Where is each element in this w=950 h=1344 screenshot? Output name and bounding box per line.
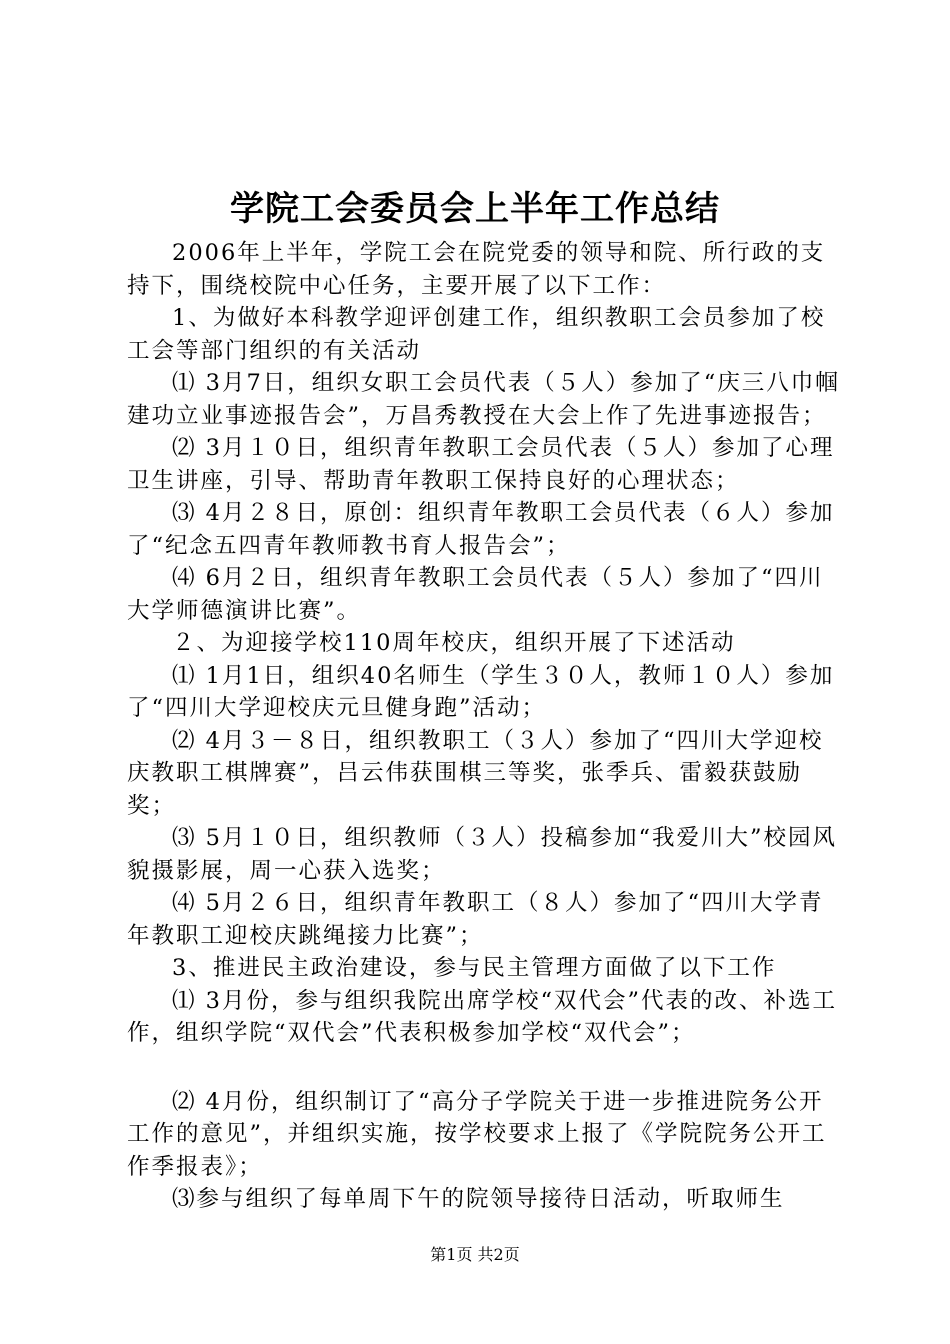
paragraph-section-2-heading: ２、为迎接学校110周年校庆，组织开展了下述活动 — [172, 630, 736, 656]
paragraph-section-2-item-3: ⑶ 5月１０日，组织教师（３人）投稿参加“我爱川大”校园风貌摄影展，周一心获入选奖； — [127, 825, 837, 884]
paragraph-section-1-heading: 1、为做好本科教学迎评创建工作，组织教职工会员参加了校工会等部门组织的有关活动 — [127, 305, 826, 364]
paragraph-section-1-item-2: ⑵ 3月１０日，组织青年教职工会员代表（５人）参加了心理卫生讲座，引导、帮助青年教职工保持良好的心理状态； — [127, 435, 835, 494]
paragraph-intro: 2006年上半年，学院工会在院党委的领导和院、所行政的支持下，围绕校院中心任务，主要开展了以下工作： — [127, 240, 826, 299]
document-body — [127, 237, 845, 1216]
paragraph-section-2-item-4: ⑷ 5月２６日，组织青年教职工（８人）参加了“四川大学青年教职工迎校庆跳绳接力比赛”； — [127, 890, 824, 949]
document-title: 学院工会委员会上半年工作总结 — [230, 189, 720, 229]
paragraph-section-1-item-4: ⑷ 6月２日，组织青年教职工会员代表（５人）参加了“四川大学师德演讲比赛”。 — [127, 565, 824, 624]
paragraph-section-3-heading: 3、推进民主政治建设，参与民主管理方面做了以下工作 — [172, 955, 777, 981]
paragraph-section-3-item-3: ⑶参与组织了每单周下午的院领导接待日活动，听取师生 — [172, 1186, 785, 1212]
paragraph-section-1-item-3: ⑶ 4月２８日，原创：组织青年教职工会员代表（６人）参加了“纪念五四青年教师教书育人报告会”； — [127, 500, 835, 559]
paragraph-section-2-item-1: ⑴ 1月1日，组织40名师生（学生３０人，教师１０人）参加了“四川大学迎校庆元旦健身跑”活动； — [127, 662, 835, 721]
page-number-footer: 第1页 共2页 — [430, 1245, 520, 1264]
paragraph-section-1-item-1: ⑴ 3月7日，组织女职工会员代表（５人）参加了“庆三八巾帼建功立业事迹报告会”，万昌秀教授在大会上作了先进事迹报告； — [127, 370, 840, 429]
paragraph-section-2-item-2: ⑵ 4月３－８日，组织教职工（３人）参加了“四川大学迎校庆教职工棋牌赛”，吕云伟获围棋三等奖，张季兵、雷毅获鼓励奖； — [127, 727, 824, 819]
paragraph-section-3-item-2: ⑵ 4月份，组织制订了“高分子学院关于进一步推进院务公开工作的意见”，并组织实施，按学校要求上报了《学院院务公开工作季报表》； — [127, 1088, 827, 1180]
paragraph-section-3-item-1: ⑴ 3月份，参与组织我院出席学校“双代会”代表的改、补选工作，组织学院“双代会”代表积极参加学校“双代会”； — [127, 987, 837, 1046]
